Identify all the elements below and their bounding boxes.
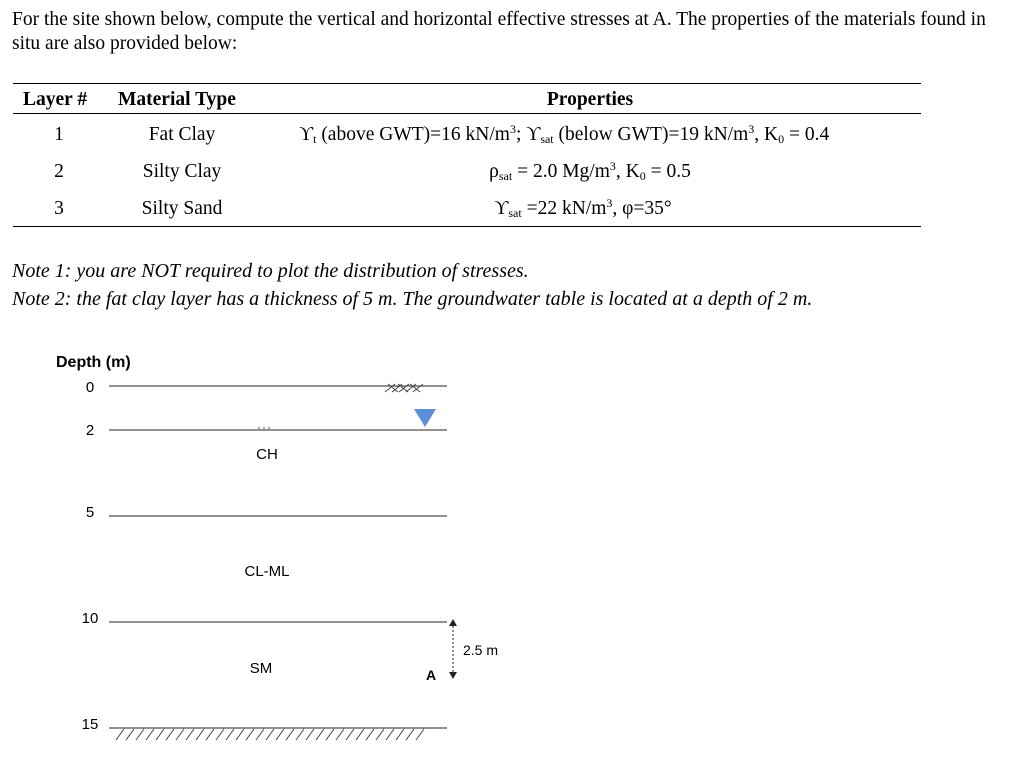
row2-material: Silty Clay <box>142 161 222 182</box>
header-material: Material Type <box>118 89 236 110</box>
depth-label-10: 10 <box>81 610 99 627</box>
row1-properties: $ϒ_t$ (above GWT)=16 $kN/m^3$; $ϒ_{sat}$ (below GWT)=19 $kN/m^3$, $K_0 = 0.4$ <box>299 122 830 146</box>
row3-properties: $ϒ_{sat} =22$ $kN/m^3$, φ=35° <box>494 196 672 220</box>
dimension-arrow-down-icon <box>449 672 457 679</box>
header-layer: Layer # <box>23 89 88 110</box>
row2-layer: 2 <box>54 161 64 182</box>
axis-title: Depth (m) <box>56 354 131 371</box>
depth-label-5: 5 <box>85 504 95 521</box>
note-1: Note 1: you are NOT required to plot the distribution of stresses. <box>12 260 529 282</box>
dimension-label: 2.5 m <box>463 642 499 658</box>
layer-label-ch: CH <box>256 446 278 463</box>
row2-properties: $\rho_{sat} = 2.0$ $Mg/m^3$, $K_0 = 0.5$ <box>489 159 691 183</box>
row1-layer: 1 <box>54 124 64 145</box>
bedrock-hatch-icon <box>116 729 424 740</box>
dimension-arrow-up-icon <box>449 619 457 626</box>
layer-label-sm: SM <box>249 660 273 677</box>
problem-statement: For the site shown below, compute the vertical and horizontal effective stresses at A. The properties of the materials found in situ are also provided below: <box>12 9 986 54</box>
row3-layer: 3 <box>54 198 64 219</box>
point-a-label: A <box>425 667 437 683</box>
depth-label-2: 2 <box>85 422 95 439</box>
row1-material: Fat Clay <box>148 124 216 145</box>
header-properties: Properties <box>546 89 634 110</box>
row3-material: Silty Sand <box>141 198 223 219</box>
ground-hatch-icon <box>385 384 423 392</box>
depth-label-0: 0 <box>85 379 95 396</box>
water-table-icon <box>414 409 436 427</box>
note-2: Note 2: the fat clay layer has a thickness of 5 m. The groundwater table is located at a depth of 2 m. <box>12 288 813 310</box>
depth-label-15: 15 <box>81 716 99 733</box>
layer-label-clml: CL-ML <box>244 563 290 580</box>
